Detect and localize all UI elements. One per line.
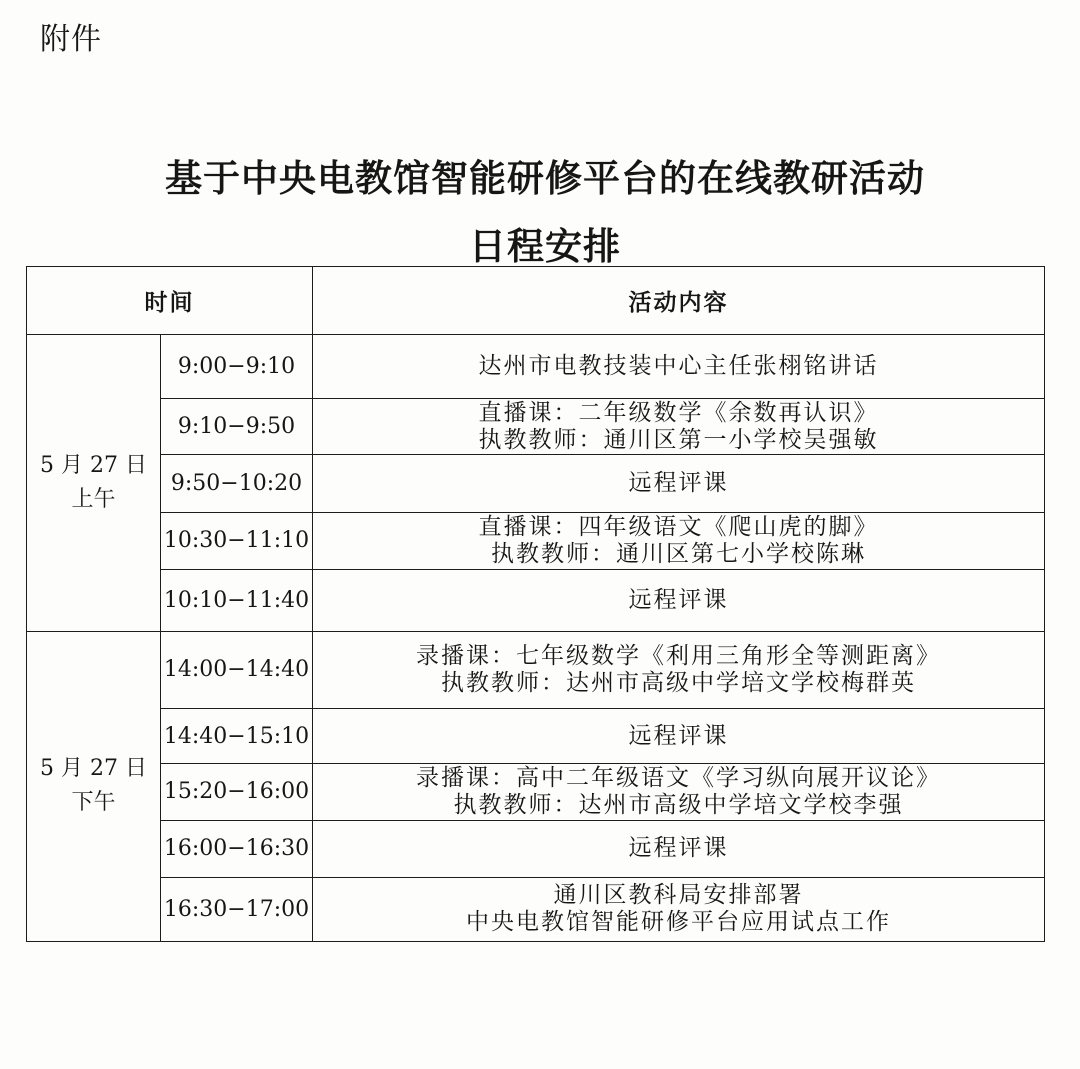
activity-cell: [313, 454, 1045, 512]
session-period: 下午: [71, 790, 116, 816]
attachment-label: 附件: [40, 22, 102, 57]
activity-line: 直播课：二年级数学《余数再认识》: [478, 399, 879, 426]
time-slot: 16:00−16:30: [161, 820, 313, 877]
document-title-line2: 日程安排: [469, 225, 621, 268]
activity-cell: [313, 764, 1045, 821]
time-slot: 9:10−9:50: [161, 399, 313, 455]
time-slot: 15:20−16:00: [161, 764, 313, 821]
activity-line: 远程评课: [628, 586, 729, 613]
activity-cell: [313, 569, 1045, 631]
table-row: [27, 512, 1045, 569]
activity-line: 达州市电教技装中心主任张栩铭讲话: [478, 353, 879, 380]
header-time: 时间: [27, 267, 313, 335]
table-row: [27, 764, 1045, 821]
session-period: 上午: [71, 486, 116, 512]
activity-line: 远程评课: [628, 835, 729, 862]
activity-line: 录播课：七年级数学《利用三角形全等测距离》: [416, 642, 941, 669]
activity-cell: [313, 820, 1045, 877]
table-row: [27, 820, 1045, 877]
table-row: [27, 569, 1045, 631]
table-row: [27, 454, 1045, 512]
table-row: [27, 335, 1045, 399]
document-title-line1: 基于中央电教馆智能研修平台的在线教研活动: [165, 157, 925, 200]
activity-line: 直播课：四年级语文《爬山虎的脚》: [478, 513, 879, 540]
time-slot: 16:30−17:00: [161, 877, 313, 941]
activity-line: 通川区教科局安排部署: [553, 882, 804, 909]
activity-cell: [313, 399, 1045, 455]
time-slot: 14:40−15:10: [161, 709, 313, 764]
table-row: [27, 399, 1045, 455]
time-slot: 14:00−14:40: [161, 631, 313, 708]
activity-cell: [313, 709, 1045, 764]
session-date-cell: [27, 335, 161, 632]
activity-cell: [313, 877, 1045, 941]
time-slot: 10:30−11:10: [161, 512, 313, 569]
time-slot: 9:00−9:10: [161, 335, 313, 399]
activity-line: 执教教师：通川区第一小学校吴强敏: [478, 426, 879, 453]
activity-line: 远程评课: [628, 469, 729, 496]
table-header-row: [27, 267, 1045, 335]
table-row: [27, 709, 1045, 764]
activity-cell: [313, 631, 1045, 708]
activity-line: 执教教师：通川区第七小学校陈琳: [491, 540, 866, 567]
session-date: 5 月 27 日: [40, 756, 147, 782]
activity-line: 远程评课: [628, 722, 729, 749]
time-slot: 10:10−11:40: [161, 569, 313, 631]
schedule-table: [26, 266, 1045, 942]
table-row: [27, 877, 1045, 941]
session-date-cell: [27, 631, 161, 941]
table-row: [27, 631, 1045, 708]
session-date: 5 月 27 日: [40, 452, 147, 478]
activity-cell: [313, 512, 1045, 569]
activity-line: 执教教师：达州市高级中学培文学校李强: [453, 791, 904, 818]
activity-cell: [313, 335, 1045, 399]
activity-line: 录播课：高中二年级语文《学习纵向展开议论》: [416, 764, 941, 791]
activity-line: 执教教师：达州市高级中学培文学校梅群英: [441, 669, 916, 696]
header-activity: 活动内容: [313, 267, 1045, 335]
activity-line: 中央电教馆智能研修平台应用试点工作: [466, 909, 891, 936]
time-slot: 9:50−10:20: [161, 454, 313, 512]
